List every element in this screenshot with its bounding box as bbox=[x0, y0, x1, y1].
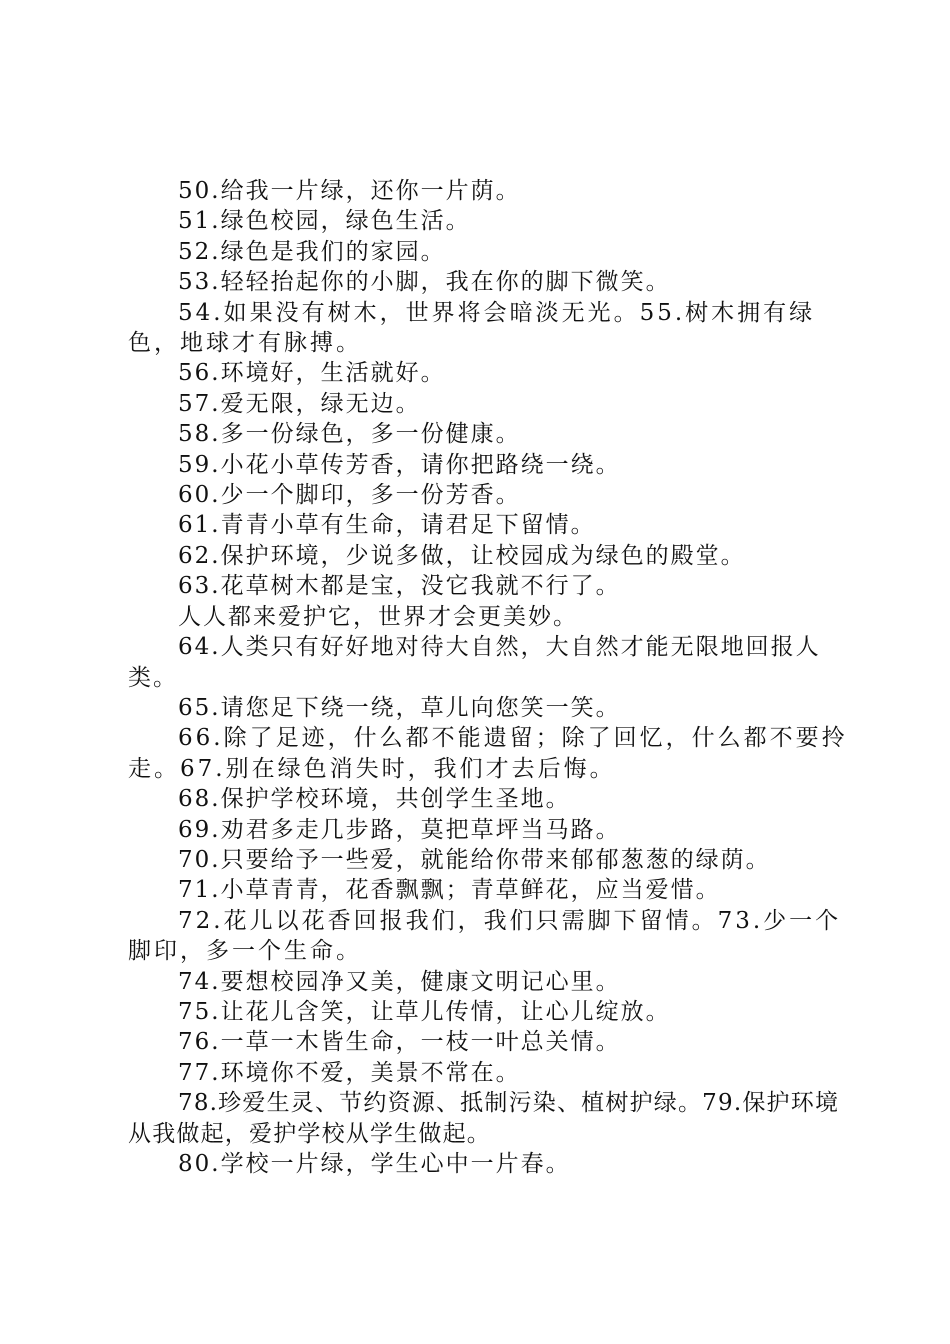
paragraph-62: 62.保护环境，少说多做，让校园成为绿色的殿堂。 bbox=[178, 542, 746, 569]
paragraph-52: 52.绿色是我们的家园。 bbox=[178, 238, 446, 265]
paragraph-77: 77.环境你不爱，美景不常在。 bbox=[178, 1059, 521, 1086]
paragraph-51: 51.绿色校园，绿色生活。 bbox=[178, 208, 471, 235]
paragraph-71: 71.小草青青，花香飘飘；青草鲜花，应当爱惜。 bbox=[178, 877, 721, 904]
paragraph-58: 58.多一份绿色，多一份健康。 bbox=[178, 421, 521, 448]
document-body bbox=[128, 176, 850, 1179]
paragraph-68: 68.保护学校环境，共创学生圣地。 bbox=[178, 786, 571, 813]
paragraph-74: 74.要想校园净又美，健康文明记心里。 bbox=[178, 968, 621, 995]
paragraph-65: 65.请您足下绕一绕，草儿向您笑一笑。 bbox=[178, 694, 621, 721]
paragraph-69: 69.劝君多走几步路，莫把草坪当马路。 bbox=[178, 816, 621, 843]
paragraph-54-55: 54.如果没有树木，世界将会暗淡无光。55.树木拥有绿色，地球才有脉搏。 bbox=[128, 299, 816, 357]
paragraph-60: 60.少一个脚印，多一份芳香。 bbox=[178, 482, 521, 509]
paragraph-64: 64.人类只有好好地对待大自然，大自然才能无限地回报人类。 bbox=[128, 634, 821, 691]
paragraph-63-continued: 人人都来爱护它，世界才会更美妙。 bbox=[178, 603, 578, 630]
paragraph-78-79: 78.珍爱生灵、节约资源、抵制污染、植树护绿。79.保护环境从我做起，爱护学校从学生做起。 bbox=[128, 1090, 840, 1147]
paragraph-66-67: 66.除了足迹，什么都不能遗留；除了回忆，什么都不要拎走。67.别在绿色消失时，我们才去后悔。 bbox=[128, 725, 848, 782]
paragraph-57: 57.爱无限，绿无边。 bbox=[178, 390, 421, 417]
paragraph-80: 80.学校一片绿，学生心中一片春。 bbox=[178, 1151, 571, 1177]
paragraph-63: 63.花草树木都是宝，没它我就不行了。 bbox=[178, 573, 621, 600]
paragraph-72-73: 72.花儿以花香回报我们，我们只需脚下留情。73.少一个脚印，多一个生命。 bbox=[128, 907, 842, 965]
paragraph-70: 70.只要给予一些爱，就能给你带来郁郁葱葱的绿荫。 bbox=[178, 846, 771, 873]
paragraph-50: 50.给我一片绿，还你一片荫。 bbox=[178, 178, 521, 204]
paragraph-75: 75.让花儿含笑，让草儿传情，让心儿绽放。 bbox=[178, 998, 671, 1025]
paragraph-76: 76.一草一木皆生命，一枝一叶总关情。 bbox=[178, 1029, 621, 1056]
paragraph-61: 61.青青小草有生命，请君足下留情。 bbox=[178, 512, 596, 539]
paragraph-53: 53.轻轻抬起你的小脚，我在你的脚下微笑。 bbox=[178, 269, 671, 296]
paragraph-56: 56.环境好，生活就好。 bbox=[178, 360, 446, 387]
paragraph-59: 59.小花小草传芳香，请你把路绕一绕。 bbox=[178, 451, 621, 478]
